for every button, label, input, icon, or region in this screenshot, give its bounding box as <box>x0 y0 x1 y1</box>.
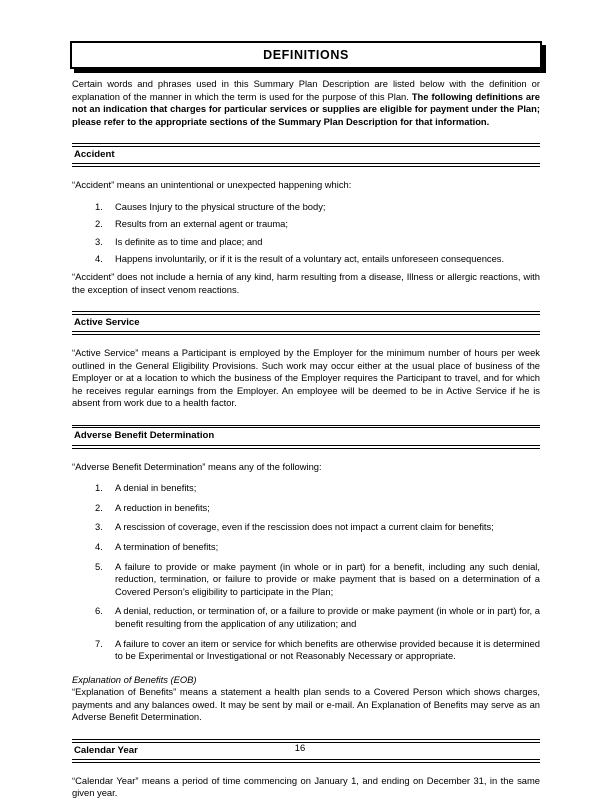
list-item-number: 7. <box>95 637 103 649</box>
section-active-service <box>72 311 540 410</box>
section-lead-text: “Adverse Benefit Determination” means any of the following: <box>72 460 322 472</box>
adverse-benefit-list <box>72 482 540 663</box>
list-item <box>72 201 540 214</box>
list-item <box>72 502 540 515</box>
page-title: DEFINITIONS <box>263 47 349 62</box>
section-body-calendar-year <box>72 775 540 800</box>
list-item-number: 2. <box>95 501 103 513</box>
list-item <box>72 605 540 630</box>
section-lead-text: “Accident” means an unintentional or unexpected happening which: <box>72 179 352 191</box>
list-item-text: A denial, reduction, or termination of, or a failure to provide or make payment (in whole or in part) for, a benefit resulting from the application of any utilization; and <box>115 605 540 629</box>
document-content <box>72 78 540 800</box>
list-item-text: A denial in benefits; <box>115 482 197 494</box>
intro-bold-text: The following definitions are not an indication that charges for particular services or supplies are eligible for payment under the Plan; please refer to the appropriate sections of the Summary Plan Description for that information. <box>72 90 540 127</box>
list-item-number: 1. <box>95 482 103 494</box>
list-item <box>72 218 540 231</box>
section-heading-calendar-year: Calendar Year <box>74 744 138 756</box>
list-item <box>72 482 540 495</box>
list-item-text: Happens involuntarily, or if it is the result of a voluntary act, entails unforeseen consequences. <box>115 253 505 265</box>
section-heading-active-service: Active Service <box>74 316 140 328</box>
list-item-number: 3. <box>95 235 103 247</box>
section-closing-text: “Explanation of Benefits” means a statement a health plan sends to a Covered Person which shows charges, payments and any balances owed. It may be sent by mail or e-mail. An Explanation of Benefits may serve as an Adverse Benefit Determination. <box>72 686 540 723</box>
section-rule-bottom <box>72 759 540 763</box>
accident-list <box>72 201 540 266</box>
list-item <box>72 541 540 554</box>
section-body-adverse-benefit-determination <box>72 461 540 725</box>
section-rule-bottom <box>72 163 540 167</box>
intro-normal-text: Certain words and phrases used in this Summary Plan Description are listed below with the definition or explanation of the manner in which the term is used for the purpose of this Plan. <box>72 78 540 102</box>
list-item <box>72 253 540 266</box>
section-rule-bottom <box>72 331 540 335</box>
list-item <box>72 521 540 534</box>
page-number: 16 <box>294 742 306 753</box>
list-item-text: A rescission of coverage, even if the rescission does not impact a current claim for benefits; <box>115 521 494 533</box>
section-body-active-service <box>72 347 540 410</box>
list-item-number: 4. <box>95 253 103 265</box>
list-item-text: A reduction in benefits; <box>115 501 210 513</box>
list-item-text: Causes Injury to the physical structure of the body; <box>115 200 326 212</box>
section-body-accident <box>72 179 540 296</box>
section-lead-text: “Active Service” means a Participant is employed by the Employer for the minimum number of hours per week outlined in the General Eligibility Provisions. Such work may occur either at the usual place of business of the Employer or at a location to which the business of the Employer requires the Participant to travel, and for which he receives regular earnings from the Employer. An employee will be deemed to be in Active Service if he is absent from work due to a health factor. <box>72 346 540 409</box>
section-adverse-benefit-determination <box>72 425 540 724</box>
section-closing-text: “Accident” does not include a hernia of any kind, harm resulting from a disease, Illness or allergic reactions, with the exception of insect venom reactions. <box>72 271 540 295</box>
list-item-text: A termination of benefits; <box>115 540 219 552</box>
section-rule-bottom <box>72 445 540 449</box>
list-item-number: 4. <box>95 540 103 552</box>
list-item <box>72 638 540 663</box>
list-item-number: 2. <box>95 218 103 230</box>
page-title-banner <box>70 41 542 69</box>
intro-paragraph <box>72 78 540 128</box>
list-item-text: Results from an external agent or trauma; <box>115 218 288 230</box>
subheading-explanation-of-benefits: Explanation of Benefits (EOB) <box>72 673 197 685</box>
section-heading-adverse-benefit-determination: Adverse Benefit Determination <box>74 430 215 442</box>
page-title-box <box>70 41 542 69</box>
list-item-text: A failure to cover an item or service for which benefits are otherwise provided because it is determined to be Experimental or Investigational or not Reasonably Necessary or appropriate. <box>115 637 540 662</box>
section-accident <box>72 143 540 296</box>
list-item-number: 6. <box>95 605 103 617</box>
list-item <box>72 236 540 249</box>
list-item-number: 5. <box>95 560 103 572</box>
list-item-text: A failure to provide or make payment (in whole or in part) for a benefit, including any such denial, reduction, termination, or failure to provide or make payment that is based on a determination of a Covered Person’s eligibility to participate in the Plan; <box>115 560 540 597</box>
list-item-number: 3. <box>95 521 103 533</box>
list-item <box>72 561 540 599</box>
list-item-text: Is definite as to time and place; and <box>115 235 263 247</box>
section-lead-text: “Calendar Year” means a period of time commencing on January 1, and ending on December 31, in the same given year. <box>72 774 540 799</box>
section-heading-accident: Accident <box>74 148 115 160</box>
list-item-number: 1. <box>95 200 103 212</box>
